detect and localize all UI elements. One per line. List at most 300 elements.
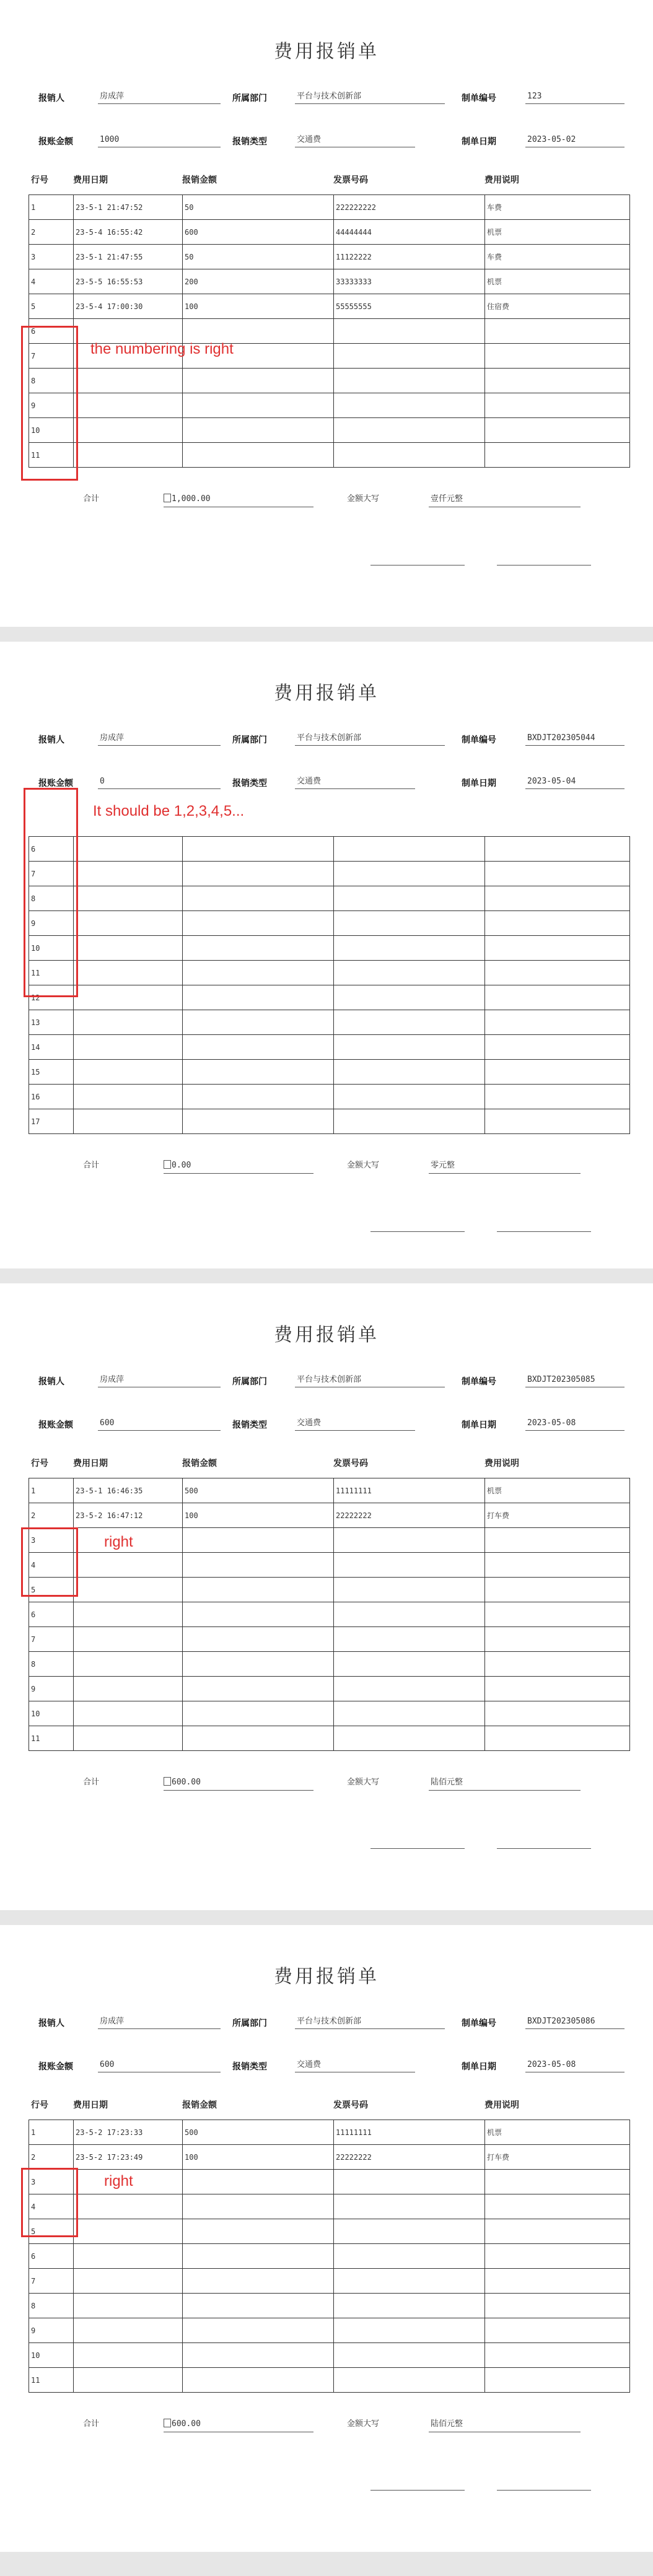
row-number-cell[interactable]: 4 — [29, 1553, 74, 1578]
expense-note-cell[interactable] — [485, 1010, 630, 1035]
expense-amount-cell[interactable]: 200 — [183, 269, 334, 294]
row-number-cell[interactable]: 12 — [29, 985, 74, 1010]
expense-amount-cell[interactable] — [183, 1652, 334, 1677]
row-number-cell[interactable]: 7 — [29, 862, 74, 886]
row-number-cell[interactable]: 9 — [29, 1677, 74, 1701]
row-number-cell[interactable]: 6 — [29, 2244, 74, 2269]
expense-amount-cell[interactable] — [183, 393, 334, 418]
expense-note-cell[interactable] — [485, 1553, 630, 1578]
amount-label: 报账金额 — [38, 779, 73, 788]
expense-amount-cell[interactable] — [183, 319, 334, 344]
expense-note-cell[interactable] — [485, 1035, 630, 1060]
checkbox-icon — [164, 494, 171, 502]
amount-in-words-label: 金额大写 — [347, 2419, 380, 2429]
invoice-number-cell[interactable] — [334, 911, 485, 936]
expense-note-cell[interactable]: 打车费 — [485, 1503, 630, 1528]
invoice-number-cell[interactable] — [334, 1677, 485, 1701]
invoice-number-cell[interactable] — [334, 1109, 485, 1134]
row-number-cell[interactable]: 2 — [29, 220, 74, 245]
invoice-number-cell[interactable] — [334, 2194, 485, 2219]
expense-table — [28, 1478, 630, 1751]
expense-date-cell[interactable]: 23-5-4 17:00:30 — [74, 294, 183, 319]
expense-amount-cell[interactable] — [183, 1010, 334, 1035]
row-number-cell[interactable]: 1 — [29, 1478, 74, 1503]
expense-date-cell[interactable] — [74, 1035, 183, 1060]
row-number-cell[interactable]: 1 — [29, 195, 74, 220]
row-number-cell[interactable]: 14 — [29, 1035, 74, 1060]
expense-amount-cell[interactable] — [183, 886, 334, 911]
row-number-cell[interactable]: 11 — [29, 961, 74, 985]
invoice-number-cell[interactable] — [334, 393, 485, 418]
table-row — [29, 886, 630, 911]
table-row — [29, 2294, 630, 2318]
expense-note-cell[interactable]: 机票 — [485, 2120, 630, 2145]
invoice-number-cell[interactable] — [334, 2244, 485, 2269]
expense-date-cell[interactable] — [74, 2194, 183, 2219]
expense-type-label: 报销类型 — [232, 1420, 267, 1430]
row-number-cell[interactable]: 10 — [29, 2343, 74, 2368]
expense-note-cell[interactable]: 机票 — [485, 1478, 630, 1503]
table-row — [29, 195, 630, 220]
expense-date-cell[interactable]: 23-5-2 17:23:49 — [74, 2145, 183, 2170]
expense-note-cell[interactable] — [485, 936, 630, 961]
expense-date-cell[interactable] — [74, 1652, 183, 1677]
expense-date-cell[interactable]: 23-5-4 16:55:42 — [74, 220, 183, 245]
annotation-note: the numbering is right — [90, 341, 234, 357]
expense-amount-cell[interactable] — [183, 1701, 334, 1726]
expense-note-cell[interactable] — [485, 862, 630, 886]
expense-amount-cell[interactable] — [183, 936, 334, 961]
expense-note-cell[interactable]: 机票 — [485, 269, 630, 294]
expense-date-cell[interactable]: 23-5-2 16:47:12 — [74, 1503, 183, 1528]
department-label: 所属部门 — [232, 735, 267, 745]
row-number-cell[interactable]: 7 — [29, 1627, 74, 1652]
expense-note-cell[interactable]: 机票 — [485, 220, 630, 245]
invoice-number-cell[interactable] — [334, 344, 485, 369]
expense-amount-cell[interactable] — [183, 862, 334, 886]
expense-amount-cell[interactable] — [183, 1627, 334, 1652]
expense-amount-cell[interactable] — [183, 2269, 334, 2294]
expense-amount-cell[interactable]: 100 — [183, 294, 334, 319]
invoice-number-cell[interactable] — [334, 2368, 485, 2393]
invoice-number-cell[interactable] — [334, 1602, 485, 1627]
expense-note-cell[interactable] — [485, 1060, 630, 1085]
table-row — [29, 2343, 630, 2368]
invoice-number-cell[interactable] — [334, 1701, 485, 1726]
expense-amount-cell[interactable] — [183, 985, 334, 1010]
expense-amount-cell[interactable] — [183, 837, 334, 862]
expense-amount-cell[interactable] — [183, 1602, 334, 1627]
column-header: 发票号码 — [333, 2100, 368, 2110]
expense-amount-cell[interactable] — [183, 961, 334, 985]
table-row — [29, 2269, 630, 2294]
expense-date-cell[interactable] — [74, 1726, 183, 1751]
expense-date-cell[interactable] — [74, 1553, 183, 1578]
expense-note-cell[interactable] — [485, 319, 630, 344]
expense-note-cell[interactable] — [485, 2318, 630, 2343]
expense-amount-cell[interactable] — [183, 1726, 334, 1751]
expense-note-cell[interactable] — [485, 911, 630, 936]
expense-table — [28, 836, 630, 1134]
row-number-cell[interactable]: 8 — [29, 369, 74, 393]
row-number-cell[interactable]: 17 — [29, 1109, 74, 1134]
row-number-cell[interactable]: 4 — [29, 269, 74, 294]
expense-date-cell[interactable] — [74, 2368, 183, 2393]
row-number-cell[interactable]: 7 — [29, 2269, 74, 2294]
expense-note-cell[interactable] — [485, 2294, 630, 2318]
column-header: 发票号码 — [333, 175, 368, 185]
invoice-number-cell[interactable] — [334, 837, 485, 862]
invoice-number-cell[interactable] — [334, 1627, 485, 1652]
form-title: 费用报销单 — [274, 683, 379, 704]
invoice-number-cell[interactable] — [334, 443, 485, 468]
applicant-value: 房成萍 — [98, 90, 221, 104]
amount-label: 报账金额 — [38, 2062, 73, 2072]
invoice-number-cell[interactable] — [334, 886, 485, 911]
department-label: 所属部门 — [232, 2019, 267, 2028]
expense-note-cell[interactable] — [485, 837, 630, 862]
invoice-number-cell[interactable] — [334, 1010, 485, 1035]
invoice-number-cell[interactable] — [334, 1726, 485, 1751]
expense-note-cell[interactable] — [485, 985, 630, 1010]
expense-amount-cell[interactable] — [183, 2170, 334, 2194]
expense-date-cell[interactable]: 23-5-2 17:23:33 — [74, 2120, 183, 2145]
row-number-cell[interactable]: 1 — [29, 2120, 74, 2145]
expense-amount-cell[interactable]: 100 — [183, 1503, 334, 1528]
expense-date-cell[interactable] — [74, 2219, 183, 2244]
expense-table — [28, 2120, 630, 2393]
table-row — [29, 1627, 630, 1652]
invoice-number-cell[interactable] — [334, 862, 485, 886]
expense-amount-cell[interactable] — [183, 1035, 334, 1060]
expense-note-cell[interactable] — [485, 2194, 630, 2219]
form-date-value: 2023-05-08 — [525, 2059, 625, 2072]
expense-note-cell[interactable] — [485, 1652, 630, 1677]
expense-amount-cell[interactable] — [183, 1060, 334, 1085]
expense-amount-cell[interactable] — [183, 2194, 334, 2219]
expense-date-cell[interactable]: 23-5-5 16:55:53 — [74, 269, 183, 294]
form-page — [0, 0, 653, 627]
signature-line — [370, 1848, 465, 1849]
column-header: 费用日期 — [73, 2100, 108, 2110]
invoice-number-cell[interactable] — [334, 418, 485, 443]
invoice-number-cell[interactable] — [334, 369, 485, 393]
expense-amount-cell[interactable] — [183, 2219, 334, 2244]
expense-date-cell[interactable] — [74, 418, 183, 443]
table-row — [29, 2368, 630, 2393]
row-number-cell[interactable]: 5 — [29, 1578, 74, 1602]
expense-amount-cell[interactable]: 100 — [183, 2145, 334, 2170]
expense-amount-cell[interactable] — [183, 2318, 334, 2343]
expense-amount-cell[interactable] — [183, 2343, 334, 2368]
annotation-note: right — [104, 1534, 133, 1550]
amount-in-words-label: 金额大写 — [347, 494, 380, 504]
signature-line — [370, 1231, 465, 1232]
row-number-cell[interactable]: 4 — [29, 2194, 74, 2219]
annotation-note: right — [104, 2173, 133, 2190]
invoice-number-cell[interactable] — [334, 1578, 485, 1602]
form-date-value: 2023-05-02 — [525, 134, 625, 147]
expense-note-cell[interactable] — [485, 2219, 630, 2244]
expense-amount-cell[interactable] — [183, 1677, 334, 1701]
expense-note-cell[interactable] — [485, 1677, 630, 1701]
invoice-number-cell[interactable] — [334, 2219, 485, 2244]
expense-date-cell[interactable] — [74, 369, 183, 393]
expense-date-cell[interactable] — [74, 837, 183, 862]
expense-note-cell[interactable] — [485, 1602, 630, 1627]
invoice-number-cell[interactable] — [334, 2269, 485, 2294]
form-number-value: BXDJT202305085 — [525, 1374, 625, 1387]
table-row — [29, 1109, 630, 1134]
expense-note-cell[interactable] — [485, 2269, 630, 2294]
invoice-number-cell[interactable] — [334, 2343, 485, 2368]
expense-amount-cell[interactable] — [183, 1553, 334, 1578]
table-row — [29, 1677, 630, 1701]
expense-note-cell[interactable] — [485, 2170, 630, 2194]
invoice-number-cell[interactable] — [334, 2294, 485, 2318]
form-date-label: 制单日期 — [462, 779, 496, 788]
expense-date-cell[interactable] — [74, 393, 183, 418]
form-number-label: 制单编号 — [462, 1377, 496, 1387]
row-number-cell[interactable]: 6 — [29, 319, 74, 344]
invoice-number-cell[interactable] — [334, 1528, 485, 1553]
expense-note-cell[interactable] — [485, 886, 630, 911]
table-row — [29, 2244, 630, 2269]
expense-date-cell[interactable] — [74, 1010, 183, 1035]
annotation-box — [21, 1527, 78, 1597]
expense-note-cell[interactable] — [485, 418, 630, 443]
expense-note-cell[interactable] — [485, 369, 630, 393]
table-row — [29, 862, 630, 886]
row-number-cell[interactable]: 9 — [29, 911, 74, 936]
expense-type-value: 交通费 — [295, 2059, 415, 2072]
invoice-number-cell[interactable]: 44444444 — [334, 220, 485, 245]
invoice-number-cell[interactable]: 22222222 — [334, 2145, 485, 2170]
invoice-number-cell[interactable] — [334, 1060, 485, 1085]
applicant-label: 报销人 — [38, 94, 64, 103]
invoice-number-cell[interactable] — [334, 936, 485, 961]
invoice-number-cell[interactable] — [334, 2318, 485, 2343]
expense-note-cell[interactable] — [485, 1109, 630, 1134]
expense-note-cell[interactable]: 车费 — [485, 195, 630, 220]
row-number-cell[interactable]: 6 — [29, 837, 74, 862]
amount-value: 1000 — [98, 134, 221, 147]
expense-date-cell[interactable] — [74, 961, 183, 985]
table-row — [29, 319, 630, 344]
column-header: 费用说明 — [484, 1459, 519, 1469]
expense-note-cell[interactable] — [485, 1578, 630, 1602]
row-number-cell[interactable]: 5 — [29, 294, 74, 319]
row-number-cell[interactable]: 8 — [29, 1652, 74, 1677]
expense-amount-cell[interactable] — [183, 1085, 334, 1109]
expense-date-cell[interactable]: 23-5-1 16:46:35 — [74, 1478, 183, 1503]
expense-date-cell[interactable] — [74, 862, 183, 886]
row-number-cell[interactable]: 11 — [29, 2368, 74, 2393]
invoice-number-cell[interactable]: 11111111 — [334, 2120, 485, 2145]
expense-date-cell[interactable]: 23-5-1 21:47:55 — [74, 245, 183, 269]
expense-date-cell[interactable] — [74, 1627, 183, 1652]
expense-note-cell[interactable] — [485, 1528, 630, 1553]
invoice-number-cell[interactable] — [334, 319, 485, 344]
invoice-number-cell[interactable]: 22222222 — [334, 1503, 485, 1528]
department-value: 平台与技术创新部 — [295, 90, 445, 104]
expense-date-cell[interactable] — [74, 2269, 183, 2294]
invoice-number-cell[interactable] — [334, 1085, 485, 1109]
expense-amount-cell[interactable] — [183, 443, 334, 468]
expense-date-cell[interactable] — [74, 2343, 183, 2368]
row-number-cell[interactable]: 11 — [29, 1726, 74, 1751]
form-title: 费用报销单 — [274, 1324, 379, 1346]
expense-note-cell[interactable] — [485, 2244, 630, 2269]
expense-note-cell[interactable] — [485, 1085, 630, 1109]
invoice-number-cell[interactable] — [334, 1652, 485, 1677]
expense-date-cell[interactable]: 23-5-1 21:47:52 — [74, 195, 183, 220]
form-page — [0, 642, 653, 1268]
expense-amount-cell[interactable]: 50 — [183, 195, 334, 220]
invoice-number-cell[interactable] — [334, 985, 485, 1010]
expense-note-cell[interactable] — [485, 961, 630, 985]
expense-date-cell[interactable] — [74, 319, 183, 344]
expense-amount-cell[interactable] — [183, 1528, 334, 1553]
expense-date-cell[interactable] — [74, 936, 183, 961]
expense-amount-cell[interactable] — [183, 1109, 334, 1134]
table-row — [29, 369, 630, 393]
department-value: 平台与技术创新部 — [295, 732, 445, 746]
amount-label: 报账金额 — [38, 137, 73, 147]
expense-date-cell[interactable] — [74, 2318, 183, 2343]
expense-date-cell[interactable] — [74, 1109, 183, 1134]
invoice-number-cell[interactable] — [334, 961, 485, 985]
amount-in-words-value: 陆佰元整 — [429, 1776, 581, 1791]
expense-date-cell[interactable] — [74, 443, 183, 468]
invoice-number-cell[interactable]: 11122222 — [334, 245, 485, 269]
row-number-cell[interactable]: 13 — [29, 1010, 74, 1035]
expense-date-cell[interactable] — [74, 911, 183, 936]
expense-note-cell[interactable] — [485, 1701, 630, 1726]
row-number-cell[interactable]: 9 — [29, 393, 74, 418]
row-number-cell[interactable]: 10 — [29, 1701, 74, 1726]
row-number-cell[interactable]: 3 — [29, 2170, 74, 2194]
row-number-cell[interactable]: 2 — [29, 1503, 74, 1528]
expense-amount-cell[interactable]: 500 — [183, 2120, 334, 2145]
expense-date-cell[interactable] — [74, 1677, 183, 1701]
invoice-number-cell[interactable] — [334, 1553, 485, 1578]
row-number-cell[interactable]: 16 — [29, 1085, 74, 1109]
expense-amount-cell[interactable] — [183, 1578, 334, 1602]
column-header: 费用说明 — [484, 175, 519, 185]
row-number-cell[interactable]: 8 — [29, 2294, 74, 2318]
table-row — [29, 936, 630, 961]
total-label: 合计 — [83, 2419, 100, 2429]
expense-amount-cell[interactable] — [183, 2294, 334, 2318]
invoice-number-cell[interactable] — [334, 1035, 485, 1060]
invoice-number-cell[interactable]: 33333333 — [334, 269, 485, 294]
expense-note-cell[interactable] — [485, 1726, 630, 1751]
row-number-cell[interactable]: 3 — [29, 1528, 74, 1553]
expense-amount-cell[interactable] — [183, 369, 334, 393]
expense-date-cell[interactable] — [74, 1060, 183, 1085]
table-row — [29, 393, 630, 418]
checkbox-icon — [164, 2419, 171, 2427]
table-row — [29, 1701, 630, 1726]
table-row — [29, 1010, 630, 1035]
form-number-label: 制单编号 — [462, 735, 496, 745]
table-row — [29, 294, 630, 319]
expense-note-cell[interactable] — [485, 344, 630, 369]
expense-date-cell[interactable] — [74, 886, 183, 911]
expense-date-cell[interactable] — [74, 1578, 183, 1602]
expense-amount-cell[interactable] — [183, 2244, 334, 2269]
row-number-cell[interactable]: 9 — [29, 2318, 74, 2343]
expense-note-cell[interactable]: 住宿费 — [485, 294, 630, 319]
expense-amount-cell[interactable]: 500 — [183, 1478, 334, 1503]
expense-amount-cell[interactable] — [183, 911, 334, 936]
expense-date-cell[interactable] — [74, 1085, 183, 1109]
row-number-cell[interactable]: 11 — [29, 443, 74, 468]
form-date-label: 制单日期 — [462, 2062, 496, 2072]
total-value — [164, 2418, 313, 2432]
table-row — [29, 1085, 630, 1109]
row-number-cell[interactable]: 6 — [29, 1602, 74, 1627]
annotation-box — [21, 2168, 78, 2237]
expense-amount-cell[interactable] — [183, 418, 334, 443]
expense-note-cell[interactable] — [485, 1627, 630, 1652]
form-number-label: 制单编号 — [462, 2019, 496, 2028]
row-number-cell[interactable]: 2 — [29, 2145, 74, 2170]
expense-date-cell[interactable] — [74, 985, 183, 1010]
total-amount: 0.00 — [172, 1161, 191, 1170]
expense-date-cell[interactable] — [74, 2294, 183, 2318]
invoice-number-cell[interactable] — [334, 2170, 485, 2194]
row-number-cell[interactable]: 10 — [29, 936, 74, 961]
expense-amount-cell[interactable]: 600 — [183, 220, 334, 245]
expense-note-cell[interactable]: 车费 — [485, 245, 630, 269]
expense-note-cell[interactable]: 打车费 — [485, 2145, 630, 2170]
row-number-cell[interactable]: 5 — [29, 2219, 74, 2244]
row-number-cell[interactable]: 7 — [29, 344, 74, 369]
applicant-label: 报销人 — [38, 1377, 64, 1387]
form-title: 费用报销单 — [274, 41, 379, 63]
row-number-cell[interactable]: 3 — [29, 245, 74, 269]
column-header: 发票号码 — [333, 1459, 368, 1469]
invoice-number-cell[interactable]: 222222222 — [334, 195, 485, 220]
signature-line — [370, 2490, 465, 2491]
row-number-cell[interactable]: 10 — [29, 418, 74, 443]
row-number-cell[interactable]: 8 — [29, 886, 74, 911]
expense-amount-cell[interactable] — [183, 2368, 334, 2393]
column-header: 行号 — [31, 1459, 48, 1469]
expense-date-cell[interactable] — [74, 1701, 183, 1726]
expense-note-cell[interactable] — [485, 2343, 630, 2368]
table-row — [29, 245, 630, 269]
column-header: 费用日期 — [73, 1459, 108, 1469]
row-number-cell[interactable]: 15 — [29, 1060, 74, 1085]
invoice-number-cell[interactable]: 55555555 — [334, 294, 485, 319]
expense-amount-cell[interactable]: 50 — [183, 245, 334, 269]
table-row — [29, 1060, 630, 1085]
expense-table — [28, 194, 630, 468]
expense-note-cell[interactable] — [485, 443, 630, 468]
expense-note-cell[interactable] — [485, 393, 630, 418]
expense-date-cell[interactable] — [74, 1602, 183, 1627]
expense-note-cell[interactable] — [485, 2368, 630, 2393]
annotation-note: It should be 1,2,3,4,5... — [93, 803, 245, 819]
invoice-number-cell[interactable]: 11111111 — [334, 1478, 485, 1503]
table-row — [29, 1578, 630, 1602]
amount-label: 报账金额 — [38, 1420, 73, 1430]
column-header: 报销金额 — [182, 2100, 217, 2110]
expense-date-cell[interactable] — [74, 2244, 183, 2269]
